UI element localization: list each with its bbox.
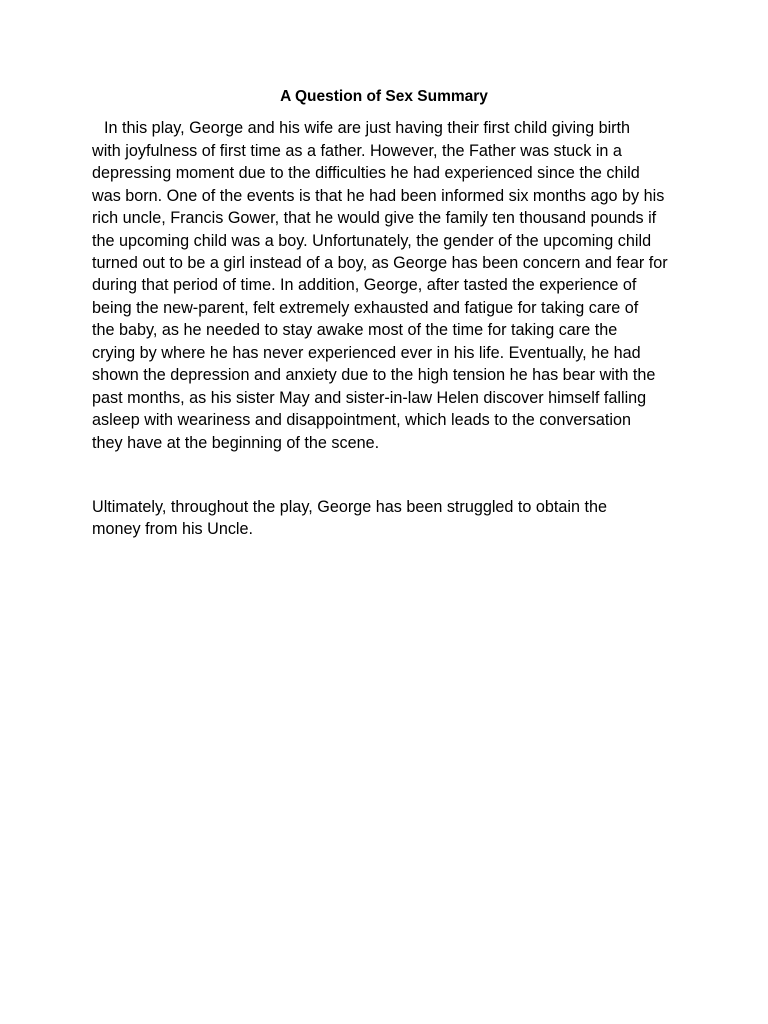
- paragraph-line: was born. One of the events is that he had been informed six months ago by his: [92, 187, 665, 205]
- paragraph-line: the upcoming child was a boy. Unfortunately, the gender of the upcoming child: [92, 232, 652, 250]
- paragraph-line: In this play, George and his wife are just having their first child giving birth: [104, 119, 631, 137]
- paragraph-line: rich uncle, Francis Gower, that he would give the family ten thousand pounds if: [92, 209, 657, 227]
- paragraph-line: past months, as his sister May and sister-in-law Helen discover himself falling: [92, 389, 647, 407]
- paragraph-line: depressing moment due to the difficulties he had experienced since the child: [92, 164, 640, 182]
- document-title: A Question of Sex Summary: [280, 88, 488, 105]
- paragraph-line: money from his Uncle.: [92, 520, 254, 538]
- paragraph-line: asleep with weariness and disappointment, which leads to the conversation: [92, 411, 632, 429]
- paragraph-line: being the new-parent, felt extremely exhausted and fatigue for taking care of: [92, 299, 639, 317]
- paragraph-line: Ultimately, throughout the play, George has been struggled to obtain the: [92, 498, 608, 516]
- paragraph-line: with joyfulness of first time as a father. However, the Father was stuck in a: [92, 142, 622, 160]
- paragraph-line: turned out to be a girl instead of a boy, as George has been concern and fear for: [92, 254, 668, 272]
- paragraph-line: the baby, as he needed to stay awake most of the time for taking care the: [92, 321, 618, 339]
- paragraph-line: shown the depression and anxiety due to the high tension he has bear with the: [92, 366, 656, 384]
- paragraph-line: during that period of time. In addition, George, after tasted the experience of: [92, 276, 637, 294]
- paragraph-line: crying by where he has never experienced ever in his life. Eventually, he had: [92, 344, 641, 362]
- paragraph-line: they have at the beginning of the scene.: [92, 434, 380, 452]
